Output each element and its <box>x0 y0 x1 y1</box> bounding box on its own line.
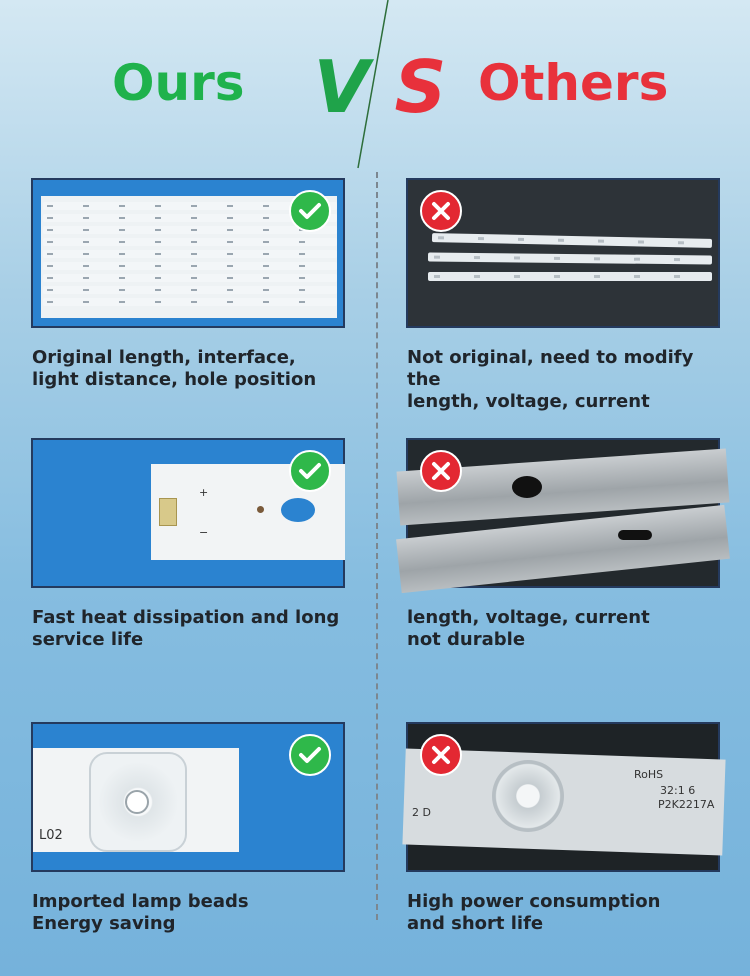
vs-logo <box>313 0 447 170</box>
ours-heading: Ours <box>112 54 245 112</box>
check-icon <box>291 192 329 230</box>
ours-caption-1: Original length, interface, light distance, hole position <box>32 347 317 390</box>
rohs-mark: RoHS <box>634 768 664 781</box>
others-caption-3: High power consumption and short life <box>407 891 661 934</box>
others-photo-lamp-bead <box>406 722 720 872</box>
others-photo-led-strips <box>406 178 720 328</box>
ours-caption-2: Fast heat dissipation and long service life <box>32 607 340 650</box>
check-icon <box>291 452 329 490</box>
cross-icon <box>422 192 460 230</box>
cross-icon <box>422 452 460 490</box>
svg-text:V S <box>314 45 447 129</box>
others-heading: Others <box>478 54 669 112</box>
ours-photo-led-strips <box>31 178 345 328</box>
board-side-label: 2 D <box>412 806 431 819</box>
ours-caption-3: Imported lamp beads Energy saving <box>32 891 249 934</box>
cross-badge <box>420 734 462 776</box>
others-photo-aluminum-strip <box>406 438 720 588</box>
date-code: 32:1 6 <box>660 784 696 797</box>
center-divider <box>376 172 378 920</box>
check-icon <box>291 736 329 774</box>
cross-badge <box>420 450 462 492</box>
cross-icon <box>422 736 460 774</box>
ours-board-label: L02 <box>39 828 63 843</box>
cross-badge <box>420 190 462 232</box>
check-badge <box>289 190 331 232</box>
ours-photo-board-closeup: + − <box>31 438 345 588</box>
vs-letter-v: V <box>313 45 370 129</box>
vs-letter-s: S <box>394 45 447 129</box>
others-caption-2: length, voltage, current not durable <box>407 607 650 650</box>
others-caption-1: Not original, need to modify the length, voltage, current <box>407 347 694 412</box>
check-badge <box>289 734 331 776</box>
check-badge <box>289 450 331 492</box>
ours-photo-lamp-bead <box>31 722 345 872</box>
part-code: P2K2217A <box>658 798 715 811</box>
